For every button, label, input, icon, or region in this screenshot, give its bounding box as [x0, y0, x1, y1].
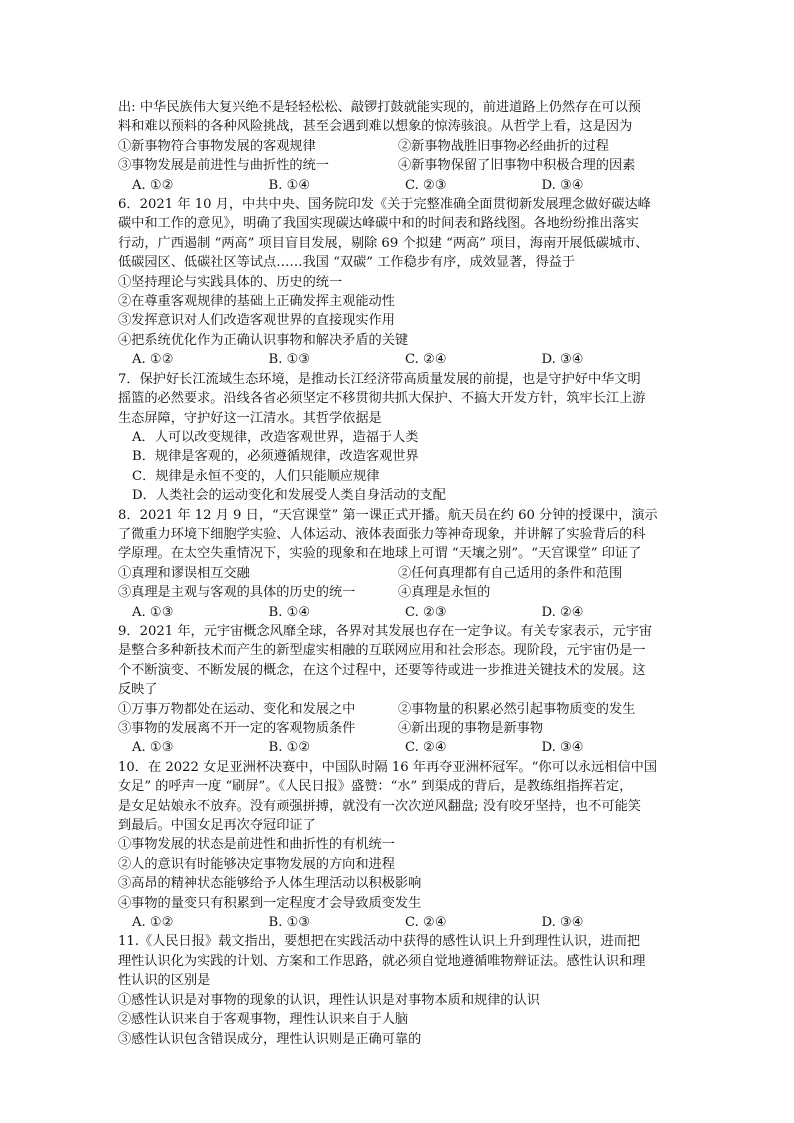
option-a: A. ①③	[132, 604, 174, 620]
option-d: D. ③④	[541, 177, 584, 193]
option-c: C. ②④	[405, 352, 447, 368]
answer-options	[118, 176, 678, 195]
statement-3: ③事物发展是前进性与曲折性的统一	[118, 158, 329, 174]
question-stem-line: 是整合多种新技术而产生的新型虚实相融的互联网应用和社会形态。现阶段，元宇宙仍是一	[118, 643, 646, 659]
option-c: C. ②③	[405, 177, 447, 193]
option-a: A. ①②	[132, 352, 174, 368]
question-stem-line: 出: 中华民族伟大复兴绝不是轻轻松松、敲锣打鼓就能实现的，前进道路上仍然存在可以预	[118, 100, 641, 115]
statement-3: ③真理是主观与客观的具体的历史的统一	[118, 585, 356, 601]
question-stem-line: 女足” 的呼声一度 “刷屏”。《人民日报》盛赞：“水” 到渠成的背后，是教练组指挥若定，	[118, 779, 633, 795]
option-a: A. ①③	[132, 740, 174, 756]
question-stem-line: 个不断演变、不断发展的概念，在这个过程中，还要等待或进一步推进关键技术的发展。这	[118, 662, 646, 678]
question-stem-line: 10．在 2022 女足亚洲杯决赛中，中国队时隔 16 年再夺亚洲杯冠军。“你可以永远相信中国	[118, 759, 658, 775]
option-d: D. ②④	[541, 604, 584, 620]
option-c: C．规律是永恒不变的，人们只能顺应规律	[132, 468, 380, 484]
statement-4: ④把系统优化作为正确认识事物和解决矛盾的关键	[118, 332, 409, 348]
question-stem-line: 碳中和工作的意见》，明确了我国实现碳达峰碳中和的时间表和路线图。各地纷纷推出落实	[118, 216, 639, 232]
answer-options	[118, 350, 678, 369]
answer-options	[118, 603, 678, 622]
question-stem-line: 学原理。在太空失重情况下，实验的现象和在地球上可谓 “天壤之别”。“天宫课堂” 印证了	[118, 546, 642, 562]
option-a: A．人可以改变规律，改造客观世界，造福于人类	[132, 429, 419, 445]
option-b: B. ①③	[268, 915, 311, 931]
statement-4: ④真理是永恒的	[398, 585, 491, 601]
statement-3: ③感性认识包含错误成分，理性认识则是正确可靠的	[118, 1031, 422, 1047]
option-b: B．规律是客观的，必须遵循规律，改造客观世界	[132, 449, 419, 465]
question-stem-line: 理性认识化为实践的计划、方案和工作思路，就必须自觉地遵循唯物辩证法。感性认识和理	[118, 953, 646, 969]
statement-2: ②事物量的积累必然引起事物质变的发生	[398, 701, 636, 717]
option-d: D. ③④	[541, 352, 584, 368]
option-b: B. ①③	[268, 352, 311, 368]
question-stem-line: 生态屏障，守护好这一江清水。其哲学依据是	[118, 410, 382, 426]
question-stem-line: 摇篮的必然要求。沿线各省必须坚定不移贯彻共抓大保护、不搞大开发方针，筑牢长江上游	[118, 391, 646, 407]
question-8	[118, 506, 678, 622]
statement-1: ①万事万物都处在运动、变化和发展之中	[118, 701, 356, 717]
question-5	[118, 98, 678, 195]
statement-3: ③事物的发展离不开一定的客观物质条件	[118, 721, 356, 736]
statement-3: ③高昂的精神状态能够给予人体生理活动以积极影响	[118, 876, 422, 892]
option-d: D. ③④	[541, 915, 584, 931]
option-d: D. ③④	[541, 740, 584, 756]
statement-2: ②人的意识有时能够决定事物发展的方向和进程	[118, 856, 395, 872]
question-10	[118, 758, 678, 933]
question-stem-line: 行动，广西遏制 “两高” 项目盲目发展，剔除 69 个拟建 “两高” 项目，海南开展低碳城市、	[118, 235, 649, 251]
option-b: B. ①④	[268, 177, 311, 193]
question-stem-line: 料和难以预料的各种风险挑战，甚至会遇到难以想象的惊涛骇浪。从哲学上看，这是因为	[118, 119, 633, 135]
option-b: B. ①④	[268, 604, 311, 620]
question-stem-line: 11.《人民日报》载文指出，要想把在实践活动中获得的感性认识上升到理性认识，进而把	[118, 934, 641, 950]
question-stem-line: 性认识的区别是	[118, 973, 211, 989]
statement-1: ①感性认识是对事物的现象的认识，理性认识是对事物本质和规律的认识	[118, 992, 540, 1008]
statement-2: ②新事物战胜旧事物必经曲折的过程	[398, 138, 609, 154]
question-stem-line: 7．保护好长江流域生态环境，是推动长江经济带高质量发展的前提，也是守护好中华文明	[118, 371, 641, 387]
statement-1: ①新事物符合事物发展的客观规律	[118, 138, 316, 154]
statement-1: ①真理和谬误相互交融	[118, 565, 250, 581]
option-a: A. ①②	[132, 915, 174, 931]
question-stem-line: 反映了	[118, 682, 158, 698]
statement-2: ②任何真理都有自己适用的条件和范围	[398, 565, 623, 581]
statement-4: ④事物的量变只有积累到一定程度才会导致质变发生	[118, 895, 422, 911]
question-stem-line: 9．2021 年，元宇宙概念风靡全球，各界对其发展也存在一定争议。有关专家表示，元宇宙	[118, 623, 653, 639]
statement-4: ④新事物保留了旧事物中积极合理的因素	[398, 158, 636, 174]
option-c: C. ②④	[405, 740, 447, 756]
question-stem-line: 到最后。中国女足再次夺冠印证了	[118, 818, 316, 834]
question-7	[118, 370, 678, 506]
statement-1: ①事物发展的状态是前进性和曲折性的有机统一	[118, 837, 395, 853]
exam-page	[118, 98, 678, 1049]
option-b: B. ①②	[268, 740, 311, 756]
question-stem-line: 是女足姑娘永不放弃。没有顽强拼搏，就没有一次次逆风翻盘; 没有咬牙坚持，也不可能笑	[118, 798, 641, 814]
question-6	[118, 195, 678, 370]
question-stem-line: 低碳园区、低碳社区等试点……我国 “双碳” 工作稳步有序，成效显著，得益于	[118, 255, 576, 271]
statement-2: ②在尊重客观规律的基础上正确发挥主观能动性	[118, 294, 395, 310]
question-stem-line: 6．2021 年 10 月，中共中央、国务院印发《关于完整准确全面贯彻新发展理念做好碳达峰	[118, 197, 651, 213]
statement-1: ①坚持理论与实践具体的、历史的统一	[118, 274, 343, 290]
statement-3: ③发挥意识对人们改造客观世界的直接现实作用	[118, 313, 395, 329]
option-c: C. ②④	[405, 915, 447, 931]
option-d: D．人类社会的运动变化和发展受人类自身活动的支配	[132, 488, 446, 504]
answer-options	[118, 913, 678, 932]
question-stem-line: 8．2021 年 12 月 9 日，“天宫课堂” 第一课正式开播。航天员在约 60 分钟的授课中，演示	[118, 507, 658, 523]
question-9	[118, 622, 678, 758]
option-c: C. ②③	[405, 604, 447, 620]
answer-options	[118, 738, 678, 757]
question-11	[118, 932, 678, 1048]
question-stem-line: 了微重力环境下细胞学实验、人体运动、液体表面张力等神奇现象，并讲解了实验背后的科	[118, 526, 646, 542]
option-a: A. ①②	[132, 177, 174, 193]
statement-2: ②感性认识来自于客观事物，理性认识来自于人脑	[118, 1012, 409, 1028]
statement-4: ④新出现的事物是新事物	[398, 721, 544, 736]
